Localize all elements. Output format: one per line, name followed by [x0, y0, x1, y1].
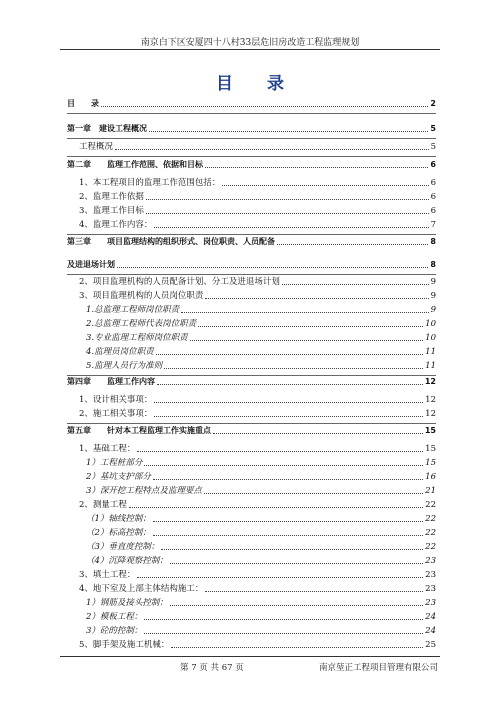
- toc-leader-dots: [144, 465, 423, 466]
- toc-entry-page: 12: [424, 377, 436, 386]
- toc-entry-page: 12: [425, 395, 436, 405]
- toc-entry[interactable]: [67, 485, 436, 497]
- toc-entry-text: 4、监理工作内容：: [79, 220, 153, 230]
- toc-leader-dots: [144, 633, 423, 634]
- toc-title: 目 录: [216, 74, 298, 94]
- toc-entry-page: 15: [424, 426, 436, 435]
- toc-entry[interactable]: [67, 471, 436, 483]
- toc-leader-dots: [204, 493, 423, 494]
- toc-entry-text: 2.总监理工程师代表岗位职责: [86, 319, 197, 329]
- toc-leader-dots: [146, 199, 429, 200]
- toc-leader-dots: [156, 354, 424, 355]
- toc-entry-text: 目 录: [67, 99, 99, 108]
- toc-entry-page: 9: [430, 291, 436, 301]
- toc-entry-text: 5、脚手架及施工机械：: [79, 640, 170, 650]
- toc-entry-page: 5: [430, 124, 436, 133]
- toc-entry-text: 第三章 项目监理结构的组织形式、岗位职责、人员配备: [67, 237, 275, 246]
- toc-entry-text: 第五章 针对本工程监理工作实施重点: [67, 426, 211, 435]
- toc-entry-page: 5: [430, 142, 436, 152]
- toc-entry[interactable]: [67, 360, 436, 372]
- toc-leader-dots: [129, 507, 423, 508]
- toc-leader-dots: [146, 213, 429, 214]
- toc-leader-dots: [153, 521, 423, 522]
- toc-entry-text: 2、测量工程: [79, 500, 127, 510]
- toc-entry[interactable]: [67, 625, 436, 637]
- toc-entry-text: 第二章 监理工作范围、依据和目标: [67, 160, 203, 169]
- toc-entry-page: 23: [425, 584, 436, 594]
- toc-entry[interactable]: [67, 290, 436, 302]
- toc-entry-page: 11: [425, 347, 436, 357]
- toc-entry-text: （4）沉降观察控制：: [86, 556, 168, 566]
- toc-entry-text: 3、项目监理机构的人员岗位职责: [79, 291, 204, 301]
- toc-entry[interactable]: [67, 219, 436, 231]
- footer-company: 南京堃正工程项目管理有限公司: [318, 663, 438, 673]
- toc-leader-dots: [157, 384, 423, 385]
- toc-entry[interactable]: [67, 513, 436, 525]
- toc-leader-dots: [277, 244, 428, 245]
- toc-entry-text: 1、基础工程：: [79, 444, 136, 454]
- toc-entry[interactable]: [67, 527, 436, 539]
- toc-entry-text: 工程概况: [79, 142, 114, 152]
- toc-entry-text: 3、填土工程：: [79, 570, 136, 580]
- footer-page-info: 第 7 页 共 67 页: [180, 663, 244, 673]
- toc-entry-text: 1、设计相关事项：: [79, 395, 153, 405]
- toc-entry-page: 10: [425, 333, 436, 343]
- toc-entry[interactable]: [67, 443, 436, 455]
- toc-leader-dots: [205, 591, 423, 592]
- toc-leader-dots: [117, 267, 428, 268]
- toc-entry-page: 9: [430, 305, 436, 315]
- toc-entry-text: 第一章 建设工程概况: [67, 124, 147, 133]
- toc-leader-dots: [154, 227, 428, 228]
- toc-leader-dots: [137, 451, 423, 452]
- toc-entry[interactable]: [67, 191, 436, 203]
- toc-entry[interactable]: [67, 123, 436, 135]
- toc-entry-text: 3）砼的控制：: [86, 626, 143, 636]
- toc-entry-text: 及进退场计划: [67, 260, 115, 269]
- toc-leader-dots: [144, 619, 423, 620]
- toc-entry-page: 6: [430, 160, 436, 169]
- toc-entry[interactable]: [67, 376, 436, 388]
- toc-entry[interactable]: [67, 394, 436, 406]
- toc-entry-text: 4、地下室及上部主体结构施工：: [79, 584, 204, 594]
- toc-leader-dots: [161, 549, 423, 550]
- toc-entry-text: 5.监理人员行为准则: [86, 361, 163, 371]
- toc-entry-page: 8: [430, 260, 436, 269]
- toc-entry[interactable]: [67, 555, 436, 567]
- toc-entry-page: 22: [425, 500, 436, 510]
- toc-section-separator: [67, 423, 436, 424]
- toc-entry-page: 24: [425, 612, 436, 622]
- toc-leader-dots: [190, 340, 424, 341]
- toc-entry-text: 3）深开挖工程特点及监理要点: [86, 486, 202, 496]
- toc-leader-dots: [164, 368, 423, 369]
- toc-entry-text: 第四章 监理工作内容: [67, 377, 155, 386]
- toc-leader-dots: [205, 167, 428, 168]
- toc-entry[interactable]: [67, 276, 436, 288]
- toc-entry[interactable]: [67, 177, 436, 189]
- toc-entry[interactable]: [67, 408, 436, 420]
- toc-entry-page: 11: [425, 361, 436, 371]
- toc-entry-page: 22: [425, 542, 436, 552]
- toc-entry-text: 2）基坑支护部分: [86, 472, 151, 482]
- toc-entry-page: 23: [425, 556, 436, 566]
- toc-entry-page: 22: [425, 528, 436, 538]
- header-rule: [60, 49, 440, 50]
- toc-leader-dots: [101, 106, 428, 107]
- toc-entry-text: 1）钢筋及接头控制：: [86, 598, 168, 608]
- toc-section-separator: [67, 274, 436, 275]
- toc-entry-text: 2、项目监理机构的人员配备计划、分工及进退场计划: [79, 277, 280, 287]
- toc-entry-page: 6: [430, 192, 436, 202]
- toc-entry[interactable]: [67, 205, 436, 217]
- toc-entry[interactable]: [67, 259, 436, 271]
- toc-leader-dots: [137, 577, 423, 578]
- toc-entry-page: 2: [430, 99, 436, 108]
- toc-entry[interactable]: [67, 639, 436, 651]
- toc-entry[interactable]: [67, 541, 436, 553]
- toc-leader-dots: [198, 326, 423, 327]
- toc-entry-page: 9: [430, 277, 436, 287]
- toc-leader-dots: [154, 402, 423, 403]
- toc-entry[interactable]: [67, 597, 436, 609]
- toc-entry[interactable]: [67, 304, 436, 316]
- toc-entry-text: （2）标高控制：: [86, 528, 151, 538]
- toc-entry[interactable]: [67, 499, 436, 511]
- toc-entry[interactable]: [67, 425, 436, 437]
- toc-leader-dots: [154, 416, 423, 417]
- toc-entry[interactable]: [67, 583, 436, 595]
- toc-section-separator: [67, 234, 436, 235]
- toc-entry-text: 3、监理工作目标: [79, 206, 144, 216]
- toc-entry[interactable]: [67, 569, 436, 581]
- toc-entry[interactable]: [67, 611, 436, 623]
- toc-entry-page: 24: [425, 626, 436, 636]
- toc-entry-page: 23: [425, 570, 436, 580]
- toc-entry-text: 2、施工相关事项：: [79, 409, 153, 419]
- toc-entry-text: （3）垂直度控制：: [86, 542, 160, 552]
- toc-entry[interactable]: [67, 98, 436, 110]
- running-header: 南京白下区安厦四十八村33层危旧房改造工程监理规划: [140, 38, 360, 48]
- footer-rule: [60, 656, 440, 657]
- toc-entry-page: 23: [425, 598, 436, 608]
- toc-entry[interactable]: [67, 332, 436, 344]
- toc-leader-dots: [149, 131, 428, 132]
- toc-leader-dots: [222, 185, 428, 186]
- toc-leader-dots: [213, 433, 423, 434]
- toc-leader-dots: [205, 298, 428, 299]
- toc-entry-page: 15: [425, 444, 436, 454]
- toc-entry-page: 25: [425, 640, 436, 650]
- toc-section-separator: [67, 138, 436, 139]
- toc-entry[interactable]: [67, 318, 436, 330]
- toc-leader-dots: [153, 535, 423, 536]
- toc-leader-dots: [170, 605, 423, 606]
- toc-entry-page: 21: [425, 486, 436, 496]
- toc-entry-text: 1、本工程项目的监理工作范围包括：: [79, 178, 221, 188]
- toc-leader-dots: [153, 479, 423, 480]
- toc-entry-page: 7: [430, 220, 436, 230]
- toc-entry-page: 8: [430, 237, 436, 246]
- toc-entry-page: 12: [425, 409, 436, 419]
- toc-entry-page: 15: [425, 458, 436, 468]
- toc-leader-dots: [181, 312, 428, 313]
- toc-entry-text: 3.专业监理工程师岗位职责: [86, 333, 188, 343]
- toc-leader-dots: [115, 149, 429, 150]
- toc-leader-dots: [282, 284, 429, 285]
- toc-entry-text: 2、监理工作依据: [79, 192, 144, 202]
- toc-entry[interactable]: [67, 159, 436, 171]
- toc-entry-text: （1）轴线控制：: [86, 514, 151, 524]
- toc-entry-page: 16: [425, 472, 436, 482]
- toc-entry[interactable]: [67, 236, 436, 248]
- toc-entry-text: 2）模板工程：: [86, 612, 143, 622]
- toc-leader-dots: [171, 647, 423, 648]
- toc-entry[interactable]: [67, 346, 436, 358]
- toc-entry-page: 10: [425, 319, 436, 329]
- toc-section-separator: [67, 113, 436, 114]
- toc-entry-page: 6: [430, 206, 436, 216]
- toc-leader-dots: [170, 563, 423, 564]
- toc-section-separator: [67, 156, 436, 157]
- toc-entry-text: 1.总监理工程师岗位职责: [86, 305, 180, 315]
- toc-entry-page: 6: [430, 178, 436, 188]
- toc-entry[interactable]: [67, 141, 436, 153]
- toc-entry-text: 1）工程桩部分: [86, 458, 143, 468]
- toc-entry-text: 4.监理员岗位职责: [86, 347, 154, 357]
- toc-entry[interactable]: [67, 457, 436, 469]
- toc-entry-page: 22: [425, 514, 436, 524]
